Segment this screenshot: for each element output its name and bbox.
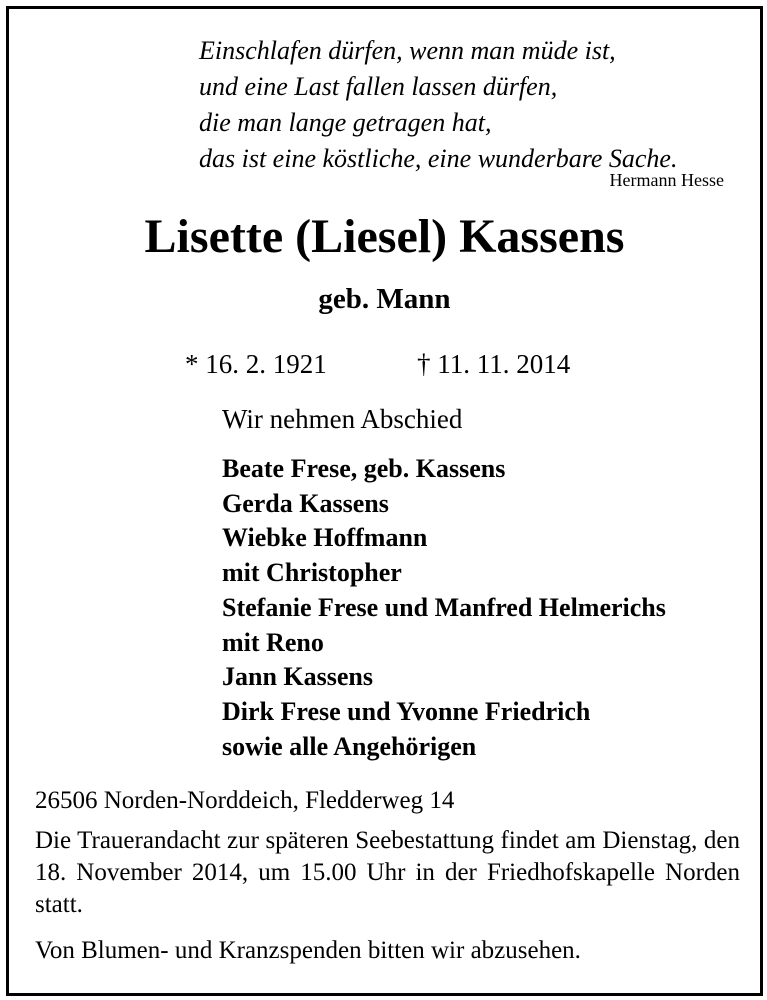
mourners-list [222, 452, 666, 764]
mourner: Gerda Kassens [222, 488, 389, 518]
mourner: mit Christopher [222, 558, 402, 588]
birth-date: * 16. 2. 1921 [185, 349, 327, 379]
quote-line: und eine Last fallen lassen dürfen, [199, 72, 558, 101]
mourner: Wiebke Hoffmann [222, 523, 428, 553]
service-notice: Die Trauerandacht zur späteren Seebestattung findet am Dienstag, den 18. November 2014, um 15.00 Uhr in der Friedhofskapelle Norden statt. [35, 827, 740, 918]
mourner: mit Reno [222, 627, 324, 657]
death-date: † 11. 11. 2014 [417, 349, 571, 379]
mourner: Jann Kassens [222, 662, 373, 692]
mourner: Beate Frese, geb. Kassens [222, 454, 506, 483]
quote-line: die man lange getragen hat, [199, 108, 492, 137]
quote-author: Hermann Hesse [609, 170, 724, 190]
quote [199, 33, 739, 177]
flowers-notice: Von Blumen- und Kranzspenden bitten wir abzusehen. [35, 937, 581, 964]
quote-line: das ist eine köstliche, eine wunderbare Sache. [199, 144, 678, 173]
mourner: Dirk Frese und Yvonne Friedrich [222, 696, 591, 726]
maiden-name: geb. Mann [318, 283, 451, 315]
mourner: sowie alle Angehörigen [222, 731, 477, 761]
address: 26506 Norden-Norddeich, Fledderweg 14 [35, 787, 455, 814]
farewell-text: Wir nehmen Abschied [222, 404, 463, 434]
mourner: Stefanie Frese und Manfred Helmerichs [222, 592, 666, 622]
deceased-name: Lisette (Liesel) Kassens [144, 210, 625, 263]
obituary-notice [6, 6, 763, 996]
quote-line: Einschlafen dürfen, wenn man müde ist, [199, 36, 616, 65]
